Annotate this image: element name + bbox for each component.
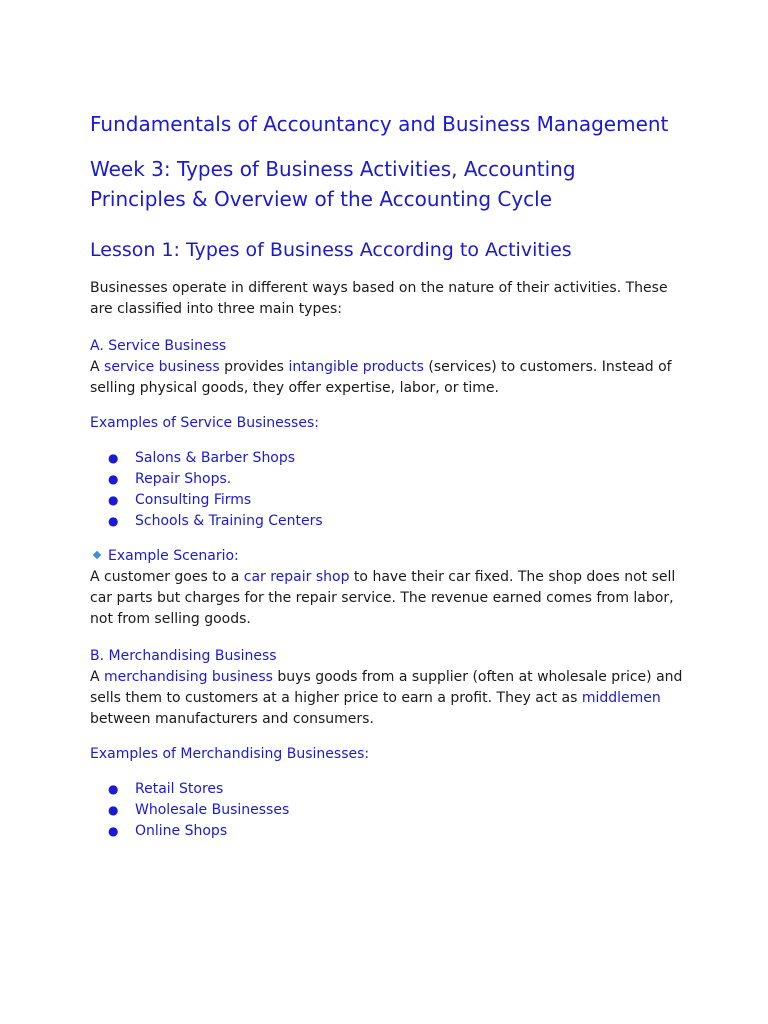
document-title: Fundamentals of Accountancy and Business Management (90, 112, 669, 136)
merchandising-business-heading: B. Merchandising Business (90, 648, 277, 664)
list-item (108, 511, 690, 532)
list-item-label: Consulting Firms (135, 492, 252, 508)
diamond-icon (93, 551, 101, 559)
list-item-label: Schools & Training Centers (135, 513, 323, 529)
text-run: A (90, 669, 105, 685)
text-run: between manufacturers and consumers. (90, 711, 374, 727)
list-item (108, 779, 690, 800)
service-examples-list (90, 448, 690, 532)
text-run: (services) to customers. Instead of selling physical goods, they offer expertise, labor, or time. (90, 359, 672, 396)
bullet-icon: ● (108, 803, 119, 817)
example-scenario-paragraph (90, 567, 690, 630)
list-item-label: Online Shops (135, 823, 228, 839)
example-scenario-label: Example Scenario: (108, 548, 239, 564)
text-run: A (90, 359, 105, 375)
merchandising-business-paragraph (90, 667, 690, 730)
list-item-label: Repair Shops. (135, 471, 232, 487)
bullet-icon: ● (108, 514, 119, 528)
text-run: to have their car fixed. The shop does not sell car parts but charges for the repair service. The revenue earned comes from labor, not from selling goods. (90, 569, 676, 627)
service-business-paragraph (90, 357, 690, 399)
merchandising-examples-list (90, 779, 690, 842)
week-title-line-2: Principles & Overview of the Accounting Cycle (90, 187, 553, 211)
list-item (108, 490, 690, 511)
bullet-icon: ● (108, 824, 119, 838)
bullet-icon: ● (108, 472, 119, 486)
bullet-icon: ● (108, 782, 119, 796)
example-scenario-heading (90, 546, 690, 567)
keyword-middlemen: middlemen (581, 690, 661, 706)
text-run: buys goods from a supplier (often at wholesale price) and sells them to customers at a higher price to earn a profit. They act as (90, 669, 683, 706)
text-run: provides (219, 359, 289, 375)
service-business-heading: A. Service Business (90, 338, 227, 354)
service-examples-heading: Examples of Service Businesses: (90, 415, 319, 431)
keyword-service-business: service business (104, 359, 220, 375)
text-run: A customer goes to a (90, 569, 244, 585)
list-item-label: Wholesale Businesses (135, 802, 290, 818)
document-page (90, 110, 690, 842)
keyword-merchandising-business: merchandising business (104, 669, 273, 685)
list-item (108, 800, 690, 821)
keyword-intangible-products: intangible products (288, 359, 424, 375)
merchandising-examples-heading: Examples of Merchandising Businesses: (90, 746, 370, 762)
keyword-car-repair-shop: car repair shop (243, 569, 350, 585)
week-title-line-1: Week 3: Types of Business Activities, Accounting (90, 157, 576, 181)
intro-paragraph: Businesses operate in different ways based on the nature of their activities. These are classified into three main types: (90, 280, 668, 317)
week-title (90, 154, 690, 214)
list-item (108, 469, 690, 490)
list-item (108, 448, 690, 469)
lesson-title: Lesson 1: Types of Business According to Activities (90, 239, 572, 261)
list-item-label: Retail Stores (135, 781, 224, 797)
list-item (108, 821, 690, 842)
list-item-label: Salons & Barber Shops (135, 450, 296, 466)
bullet-icon: ● (108, 493, 119, 507)
bullet-icon: ● (108, 451, 119, 465)
